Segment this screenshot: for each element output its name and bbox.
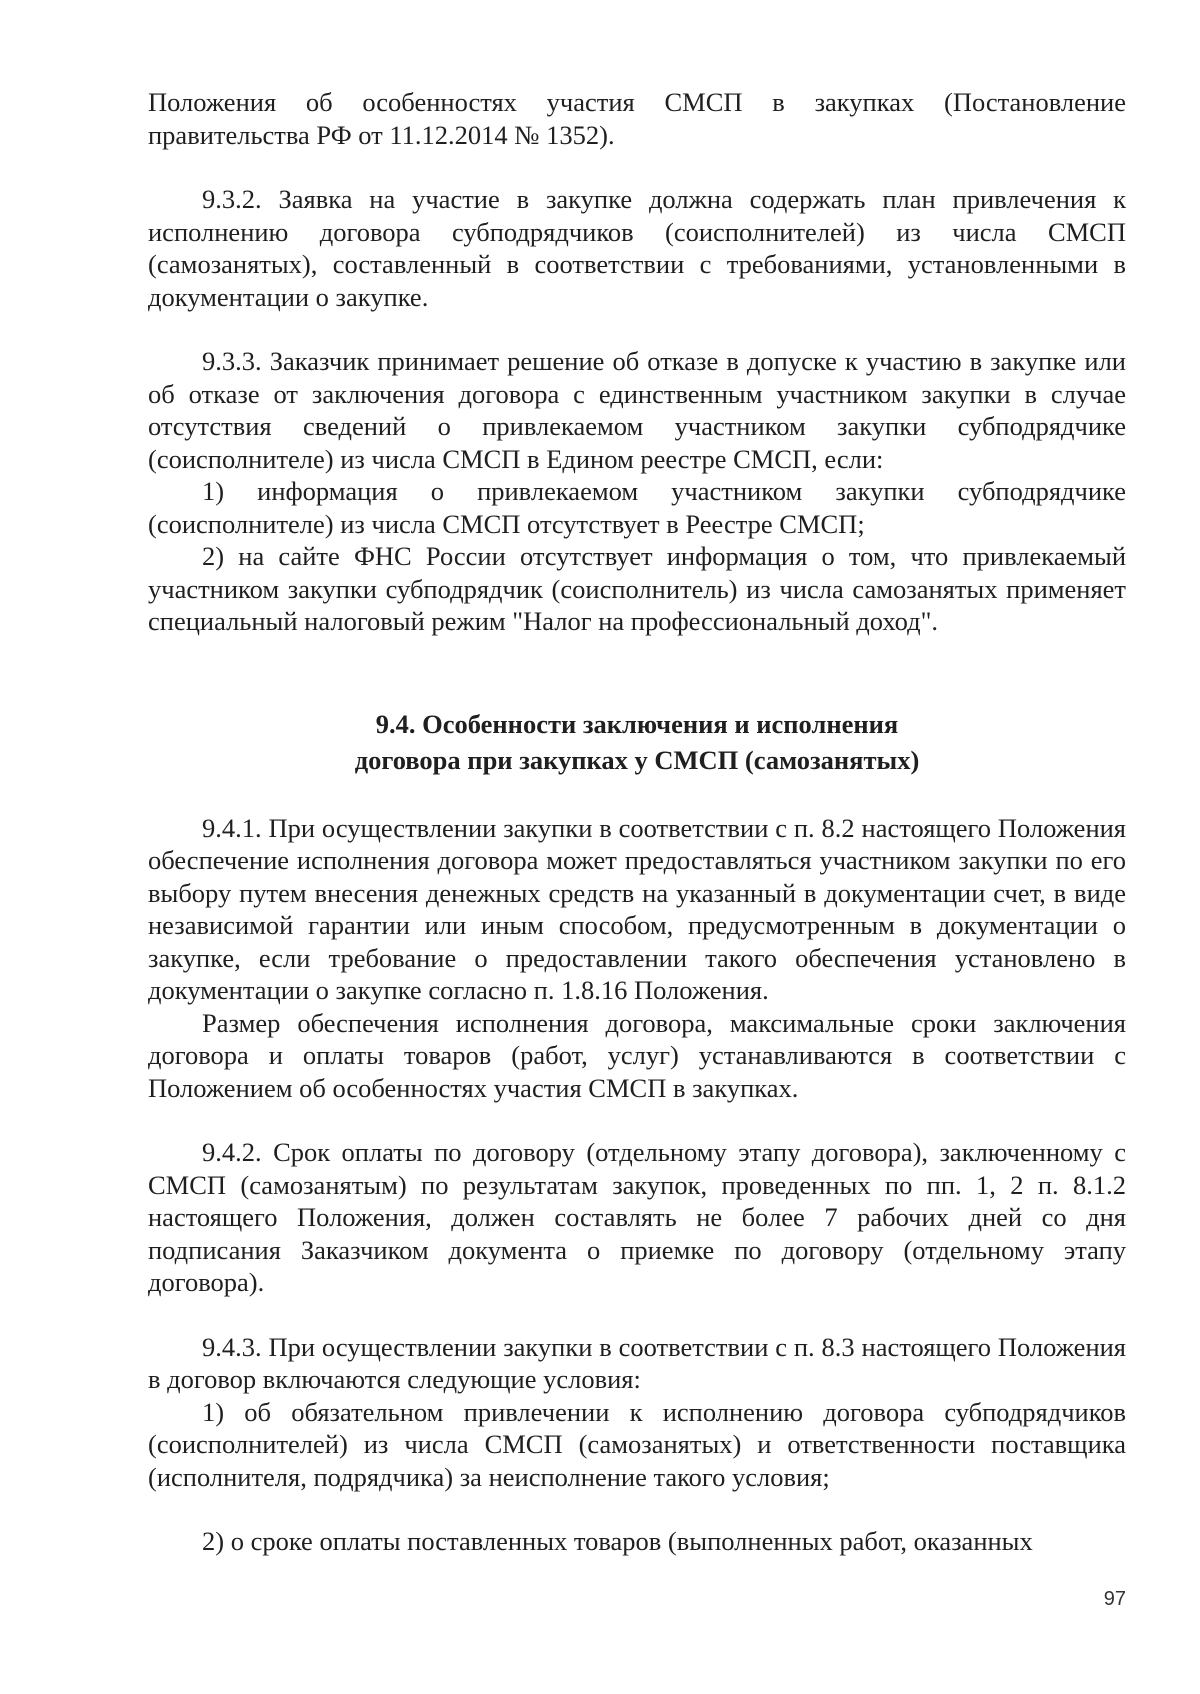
paragraph-9-4-2: 9.4.2. Срок оплаты по договору (отдельному этапу договора), заключенному с СМСП (самозанятым) по результатам закупок, проведенных по пп. 1, 2 п. 8.1.2 настоящего Положения, должен составлять не более 7 рабочих дней со дня подписания Заказчиком документа о приемке по договору (отдельному этапу договора).	[148, 1137, 1126, 1297]
page-number: 97	[1103, 1588, 1126, 1610]
paragraph-9-4-3: 9.4.3. При осуществлении закупки в соответствии с п. 8.3 настоящего Положения в договор включаются следующие условия:	[148, 1331, 1126, 1394]
section-heading-9-4	[148, 706, 1126, 778]
paragraph-9-4-3-item-1: 1) об обязательном привлечении к исполнению договора субподрядчиков (соисполнителей) из числа СМСП (самозанятых) и ответственности поставщика (исполнителя, подрядчика) за неисполнение такого условия;	[148, 1396, 1126, 1492]
paragraph-9-3-3-item-2: 2) на сайте ФНС России отсутствует информация о том, что привлекаемый участником закупки субподрядчик (соисполнитель) из числа самозанятых применяет специальный налоговый режим "Налог на профессиональный доход".	[148, 541, 1126, 636]
paragraph-9-4-1: 9.4.1. При осуществлении закупки в соответствии с п. 8.2 настоящего Положения обеспечение исполнения договора может предоставляться участником закупки по его выбору путем внесения денежных средств на указанный в документации счет, в виде независимой гарантии или иным способом, предусмотренным в документации о закупке, если требование о предоставлении такого обеспечения установлено в документации о закупке согласно п. 1.8.16 Положения.	[148, 812, 1126, 1005]
section-heading-line-2: договора при закупках у СМСП (самозанятых)	[354, 744, 920, 775]
paragraph-9-3-2: 9.3.2. Заявка на участие в закупке должна содержать план привлечения к исполнению договора субподрядчиков (соисполнителей) из числа СМСП (самозанятых), составленный в соответствии с требованиями, установленными в документации о закупке.	[148, 184, 1126, 312]
paragraph-9-4-1-b: Размер обеспечения исполнения договора, максимальные сроки заключения договора и оплаты товаров (работ, услуг) устанавливаются в соответствии с Положением об особенностях участия СМСП в закупках.	[148, 1007, 1126, 1103]
paragraph-9-4-3-item-2: 2) о сроке оплаты поставленных товаров (выполненных работ, оказанных	[202, 1526, 1033, 1556]
paragraph-9-3-3: 9.3.3. Заказчик принимает решение об отказе в допуске к участию в закупке или об отказе от заключения договора с единственным участником закупки в случае отсутствия сведений о привлекаемом участником закупки субподрядчике (соисполнителе) из числа СМСП в Едином реестре СМСП, если:	[148, 346, 1126, 474]
section-heading-line-1: 9.4. Особенности заключения и исполнения	[375, 708, 899, 739]
paragraph-9-3-3-item-1: 1) информация о привлекаемом участником закупки субподрядчике (соисполнителе) из числа СМСП отсутствует в Реестре СМСП;	[148, 476, 1126, 539]
paragraph-intro: Положения об особенностях участия СМСП в закупках (Постановление правительства РФ от 11.12.2014 № 1352).	[148, 87, 1126, 150]
document-page	[148, 86, 1126, 1558]
